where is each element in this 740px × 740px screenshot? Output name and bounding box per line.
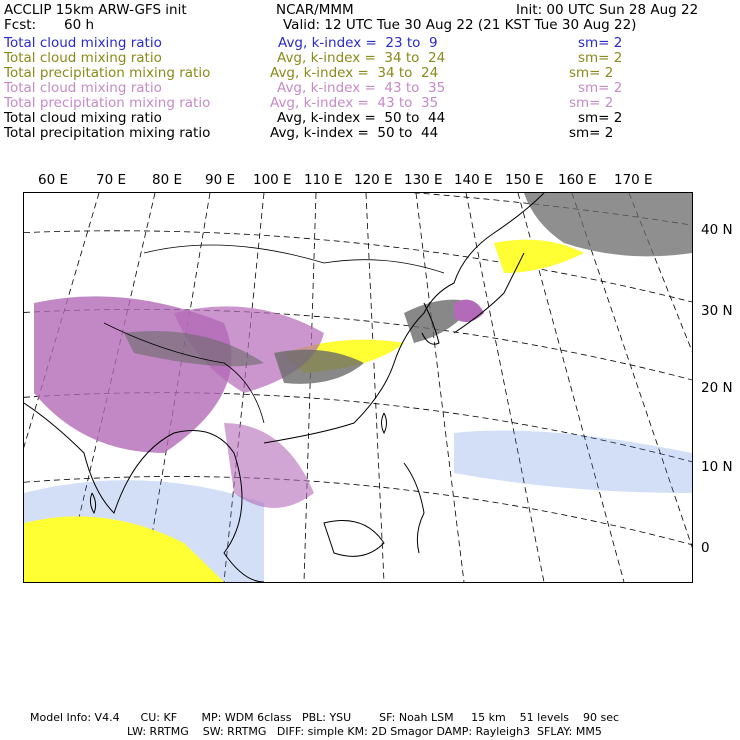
coastline-taiwan	[382, 413, 387, 433]
model-info-line2: LW: RRTMG SW: RRTMG DIFF: simple KM: 2D Smagor DAMP: Rayleigh3 SFLAY: MM5	[127, 725, 602, 738]
legend-row-2-avg: Avg, k-index = 34 to 24	[277, 50, 446, 66]
legend-row-7-avg: Avg, k-index = 50 to 44	[270, 125, 439, 141]
lon-label-80e: 80 E	[152, 172, 182, 188]
legend-row-3-avg: Avg, k-index = 34 to 24	[270, 65, 439, 81]
legend-row-2-sm: sm= 2	[578, 50, 623, 66]
legend-row-6-avg: Avg, k-index = 50 to 44	[277, 110, 446, 126]
coastline-borneo	[324, 521, 384, 557]
graticule-lon-120e	[366, 193, 384, 582]
legend-row-3-sm: sm= 2	[569, 65, 614, 81]
lat-label-40n: 40 N	[701, 222, 733, 238]
graticule-lon-110e	[304, 193, 316, 582]
legend-row-7-field: Total precipitation mixing ratio	[4, 125, 211, 141]
border-china-mongolia	[144, 245, 444, 273]
legend-row-4-field: Total cloud mixing ratio	[4, 80, 162, 96]
lon-label-90e: 90 E	[205, 172, 235, 188]
lon-label-160e: 160 E	[558, 172, 597, 188]
center-name: NCAR/MMM	[276, 2, 354, 18]
legend-row-4-avg: Avg, k-index = 43 to 35	[277, 80, 446, 96]
legend-row-6-field: Total cloud mixing ratio	[4, 110, 162, 126]
cloud-patch-low-blue-east	[454, 431, 692, 494]
map-canvas	[24, 193, 692, 582]
lon-label-70e: 70 E	[96, 172, 126, 188]
lat-label-10n: 10 N	[701, 459, 733, 475]
model-info-line1: Model Info: V4.4 CU: KF MP: WDM 6class PBL: YSU SF: Noah LSM 15 km 51 levels 90 sec	[30, 711, 620, 724]
legend-row-1-sm: sm= 2	[578, 35, 623, 51]
coastline-china	[264, 193, 544, 443]
lat-label-30n: 30 N	[701, 303, 733, 319]
fcst-value: 60 h	[64, 17, 95, 33]
legend-row-4-sm: sm= 2	[578, 80, 623, 96]
map-panel	[23, 192, 693, 583]
coastline-philippines	[404, 463, 424, 553]
lon-label-150e: 150 E	[505, 172, 544, 188]
graticule-lon-130e	[416, 193, 464, 582]
lon-label-100e: 100 E	[253, 172, 292, 188]
lon-label-120e: 120 E	[354, 172, 393, 188]
legend-row-5-field: Total precipitation mixing ratio	[4, 95, 211, 111]
legend-row-5-sm: sm= 2	[569, 95, 614, 111]
legend-row-7-sm: sm= 2	[569, 125, 614, 141]
legend-row-1-field: Total cloud mixing ratio	[4, 35, 162, 51]
valid-time: Valid: 12 UTC Tue 30 Aug 22 (21 KST Tue 30 Aug 22)	[283, 17, 637, 33]
legend-row-1-avg: Avg, k-index = 23 to 9	[278, 35, 438, 51]
cloud-patch-purple-japan	[454, 300, 484, 322]
model-title: ACCLIP 15km ARW-GFS init	[4, 2, 187, 18]
lon-label-170e: 170 E	[614, 172, 653, 188]
lon-label-140e: 140 E	[454, 172, 493, 188]
legend-row-3-field: Total precipitation mixing ratio	[4, 65, 211, 81]
lat-label-20n: 20 N	[701, 380, 733, 396]
lon-label-60e: 60 E	[38, 172, 68, 188]
lat-label-0: 0	[701, 540, 710, 556]
init-time: Init: 00 UTC Sun 28 Aug 22	[516, 2, 699, 18]
legend-row-5-avg: Avg, k-index = 43 to 35	[270, 95, 439, 111]
lon-label-130e: 130 E	[404, 172, 443, 188]
fcst-label: Fcst:	[4, 17, 37, 33]
legend-row-2-field: Total cloud mixing ratio	[4, 50, 162, 66]
lon-label-110e: 110 E	[304, 172, 343, 188]
legend-row-6-sm: sm= 2	[578, 110, 623, 126]
